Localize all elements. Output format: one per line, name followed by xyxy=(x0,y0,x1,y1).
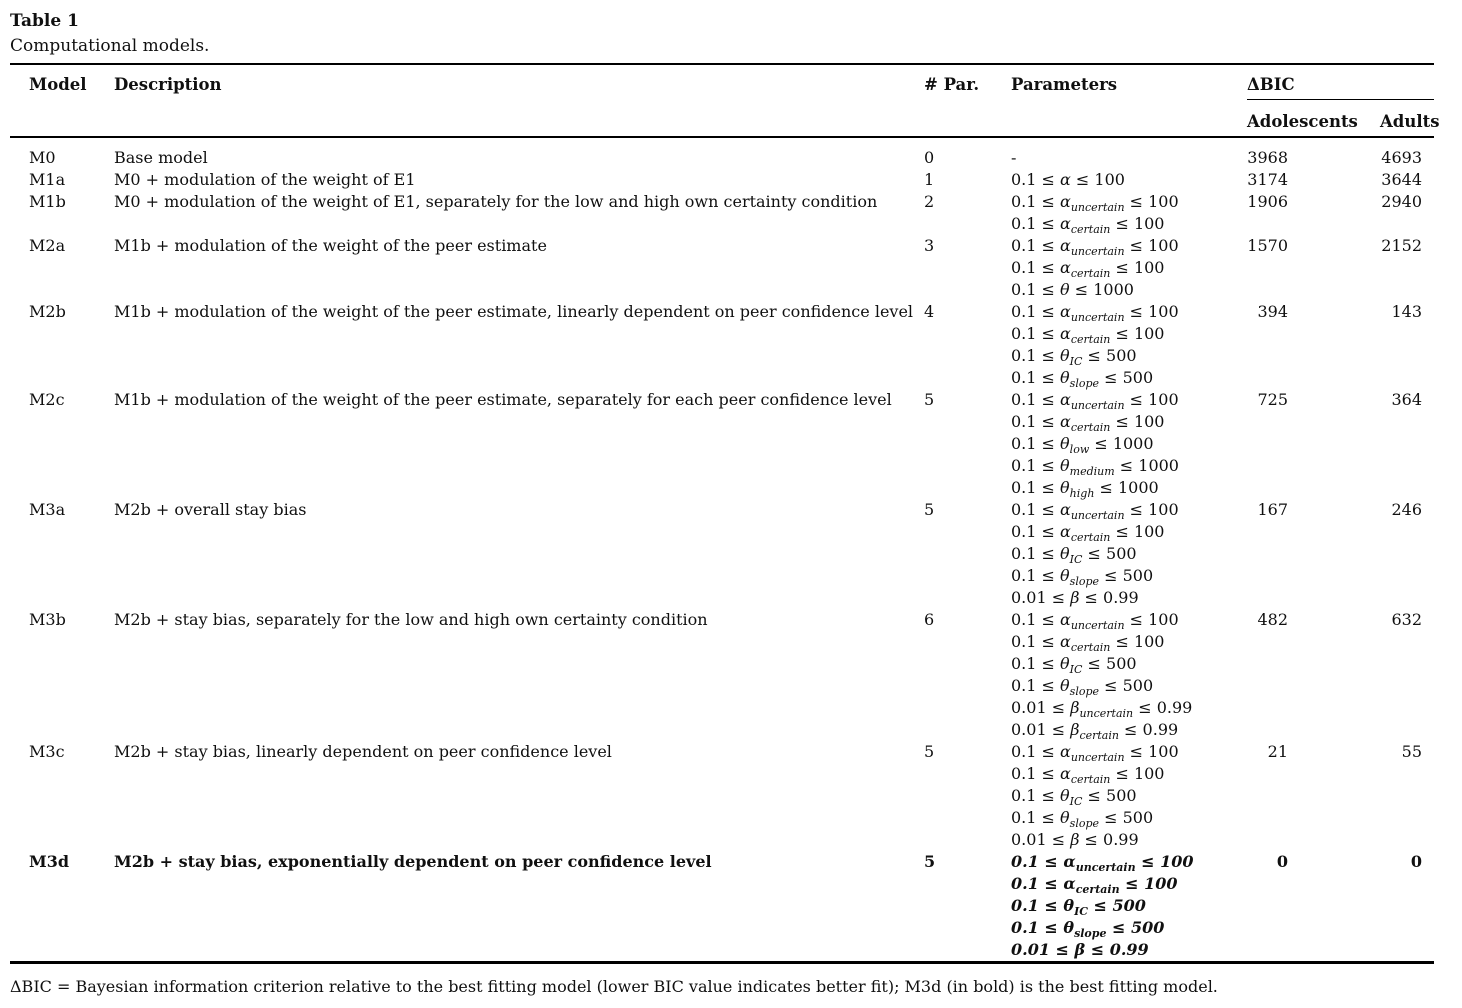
description-cell: M2b + stay bias, exponentially dependent on peer confidence level xyxy=(114,852,712,871)
parameter-line: $0.1 \le \theta_{IC} \le 500$ xyxy=(1011,544,1137,567)
parameter-line: $0.1 \le \theta_{slope} \le 500$ xyxy=(1011,676,1154,699)
parameters-cell xyxy=(1011,741,1247,851)
parameters-cell xyxy=(1011,169,1247,191)
computational-models-table xyxy=(10,63,1440,964)
parameter-line: 0.01 ≤ β ≤ 0.99 xyxy=(1011,940,1149,959)
col-header-adolescents: Adolescents xyxy=(1247,99,1380,137)
description-cell: Base model xyxy=(114,148,208,167)
table-row xyxy=(10,137,1434,169)
model-cell: M3a xyxy=(29,500,66,519)
npar-cell: 5 xyxy=(924,852,936,871)
parameter-line: $0.1 \le \alpha_{certain} \le 100$ xyxy=(1011,874,1178,897)
model-cell: M3b xyxy=(29,610,66,629)
parameters-cell xyxy=(1011,235,1247,301)
dbic-adults-cell: 4693 xyxy=(1381,148,1423,167)
dbic-adolescents-cell: 482 xyxy=(1257,610,1288,629)
dbic-adolescents-cell: 167 xyxy=(1257,500,1288,519)
table-caption: Computational models. xyxy=(10,36,210,56)
table-row xyxy=(10,499,1434,609)
description-cell: M2b + overall stay bias xyxy=(114,500,307,519)
dbic-adults-cell: 55 xyxy=(1401,742,1423,761)
description-cell: M1b + modulation of the weight of the peer estimate, separately for each peer confidence level xyxy=(114,390,892,409)
header-row xyxy=(10,64,1434,99)
parameter-line: $0.1 \le \theta_{high} \le 1000$ xyxy=(1011,478,1159,501)
table-row xyxy=(10,851,1434,963)
npar-cell: 2 xyxy=(924,192,935,211)
description-cell: M2b + stay bias, separately for the low and high own certainty condition xyxy=(114,610,708,629)
parameter-line: 0.1 ≤ θ ≤ 1000 xyxy=(1011,280,1134,299)
model-cell: M2a xyxy=(29,236,66,255)
col-header-model: Model xyxy=(10,64,114,137)
dbic-adults-cell: 246 xyxy=(1391,500,1423,519)
table-header xyxy=(10,64,1440,137)
parameters-cell xyxy=(1011,389,1247,499)
col-header-description: Description xyxy=(114,64,924,137)
table-row xyxy=(10,235,1434,301)
parameter-line: $0.1 \le \alpha_{certain} \le 100$ xyxy=(1011,764,1165,787)
table-body xyxy=(10,137,1434,963)
dbic-adolescents-cell: 725 xyxy=(1257,390,1288,409)
table-row xyxy=(10,609,1434,741)
parameters-cell xyxy=(1011,191,1247,235)
model-cell: M1a xyxy=(29,170,66,189)
description-cell: M0 + modulation of the weight of E1 xyxy=(114,170,416,189)
npar-cell: 5 xyxy=(924,742,935,761)
parameter-line: $0.1 \le \alpha_{certain} \le 100$ xyxy=(1011,214,1165,237)
col-header-parameters: Parameters xyxy=(1011,64,1247,137)
parameter-line: $0.1 \le \theta_{slope} \le 500$ xyxy=(1011,808,1154,831)
parameter-line: 0.01 ≤ β ≤ 0.99 xyxy=(1011,588,1139,607)
col-header-dbic: ΔBIC xyxy=(1247,64,1434,99)
dbic-adolescents-cell: 0 xyxy=(1276,852,1288,871)
table-row xyxy=(10,741,1434,851)
dbic-adults-cell: 2152 xyxy=(1381,236,1423,255)
dbic-adults-cell: 3644 xyxy=(1381,170,1423,189)
parameter-line: $0.1 \le \alpha_{uncertain} \le 100$ xyxy=(1011,192,1179,215)
parameter-line: $0.1 \le \theta_{IC} \le 500$ xyxy=(1011,786,1137,809)
table-row xyxy=(10,301,1434,389)
dbic-adults-cell: 143 xyxy=(1391,302,1423,321)
npar-cell: 6 xyxy=(924,610,935,629)
npar-cell: 5 xyxy=(924,390,935,409)
model-cell: M0 xyxy=(29,148,56,167)
parameter-line: $0.1 \le \alpha_{certain} \le 100$ xyxy=(1011,324,1165,347)
description-cell: M1b + modulation of the weight of the peer estimate, linearly dependent on peer confidence level xyxy=(114,302,914,321)
dbic-adolescents-cell: 3174 xyxy=(1247,170,1288,189)
description-cell: M0 + modulation of the weight of E1, separately for the low and high own certainty condition xyxy=(114,192,878,211)
table-row xyxy=(10,169,1434,191)
parameters-cell xyxy=(1011,137,1247,169)
table-row xyxy=(10,191,1434,235)
parameter-line: $0.01 \le \beta_{uncertain} \le 0.99$ xyxy=(1011,698,1193,721)
table-title: Table 1 xyxy=(10,11,79,31)
description-cell: M2b + stay bias, linearly dependent on peer confidence level xyxy=(114,742,612,761)
parameter-line: $0.1 \le \theta_{IC} \le 500$ xyxy=(1011,654,1137,677)
model-cell: M2c xyxy=(29,390,65,409)
npar-cell: 5 xyxy=(924,500,935,519)
model-cell: M3d xyxy=(29,852,70,871)
parameter-line: $0.1 \le \alpha_{certain} \le 100$ xyxy=(1011,258,1165,281)
parameter-line: $0.1 \le \theta_{slope} \le 500$ xyxy=(1011,368,1154,391)
npar-cell: 3 xyxy=(924,236,935,255)
model-cell: M3c xyxy=(29,742,65,761)
model-cell: M1b xyxy=(29,192,66,211)
parameter-line: $0.1 \le \alpha_{certain} \le 100$ xyxy=(1011,412,1165,435)
parameters-cell xyxy=(1011,301,1247,389)
parameter-line: $0.1 \le \alpha_{uncertain} \le 100$ xyxy=(1011,302,1179,325)
npar-cell: 0 xyxy=(924,148,935,167)
col-header-npar: # Par. xyxy=(924,64,1011,137)
parameter-line: $0.1 \le \alpha_{uncertain} \le 100$ xyxy=(1011,852,1194,875)
parameter-line: $0.1 \le \theta_{low} \le 1000$ xyxy=(1011,434,1154,457)
parameter-line: $0.1 \le \theta_{slope} \le 500$ xyxy=(1011,918,1165,941)
parameters-cell xyxy=(1011,851,1247,963)
description-cell: M1b + modulation of the weight of the peer estimate xyxy=(114,236,547,255)
parameters-cell xyxy=(1011,609,1247,741)
dbic-adolescents-cell: 3968 xyxy=(1247,148,1288,167)
parameter-line: $0.1 \le \theta_{IC} \le 500$ xyxy=(1011,896,1146,919)
dbic-adults-cell: 0 xyxy=(1410,852,1423,871)
parameter-line: $0.1 \le \theta_{medium} \le 1000$ xyxy=(1011,456,1179,479)
parameter-line: $0.1 \le \alpha_{uncertain} \le 100$ xyxy=(1011,610,1179,633)
dbic-adolescents-cell: 1906 xyxy=(1247,192,1288,211)
parameter-line: $0.1 \le \theta_{slope} \le 500$ xyxy=(1011,566,1154,589)
parameter-line: $0.1 \le \alpha_{uncertain} \le 100$ xyxy=(1011,236,1179,259)
dbic-adolescents-cell: 21 xyxy=(1267,742,1288,761)
dbic-adults-cell: 632 xyxy=(1391,610,1423,629)
parameter-line: $0.1 \le \alpha_{uncertain} \le 100$ xyxy=(1011,390,1179,413)
parameter-line: $0.01 \le \beta_{certain} \le 0.99$ xyxy=(1011,720,1179,743)
parameter-line: - xyxy=(1011,148,1017,167)
parameter-line: $0.1 \le \theta_{IC} \le 500$ xyxy=(1011,346,1137,369)
col-header-adults: Adults xyxy=(1380,99,1434,137)
table-row xyxy=(10,389,1434,499)
parameter-line: 0.01 ≤ β ≤ 0.99 xyxy=(1011,830,1139,849)
parameter-line: 0.1 ≤ α ≤ 100 xyxy=(1011,170,1125,189)
npar-cell: 1 xyxy=(924,170,935,189)
parameter-line: $0.1 \le \alpha_{uncertain} \le 100$ xyxy=(1011,742,1179,765)
parameter-line: $0.1 \le \alpha_{certain} \le 100$ xyxy=(1011,522,1165,545)
model-cell: M2b xyxy=(29,302,66,321)
parameter-line: $0.1 \le \alpha_{certain} \le 100$ xyxy=(1011,632,1165,655)
dbic-adults-cell: 364 xyxy=(1391,390,1423,409)
parameters-cell xyxy=(1011,499,1247,609)
npar-cell: 4 xyxy=(924,302,935,321)
table-footnote: ΔBIC = Bayesian information criterion relative to the best fitting model (lower BIC value indicates better fit); M3d (in bold) is the best fitting model. xyxy=(10,977,1218,996)
dbic-adolescents-cell: 394 xyxy=(1257,302,1288,321)
dbic-adults-cell: 2940 xyxy=(1381,192,1423,211)
dbic-adolescents-cell: 1570 xyxy=(1247,236,1288,255)
parameter-line: $0.1 \le \alpha_{uncertain} \le 100$ xyxy=(1011,500,1179,523)
